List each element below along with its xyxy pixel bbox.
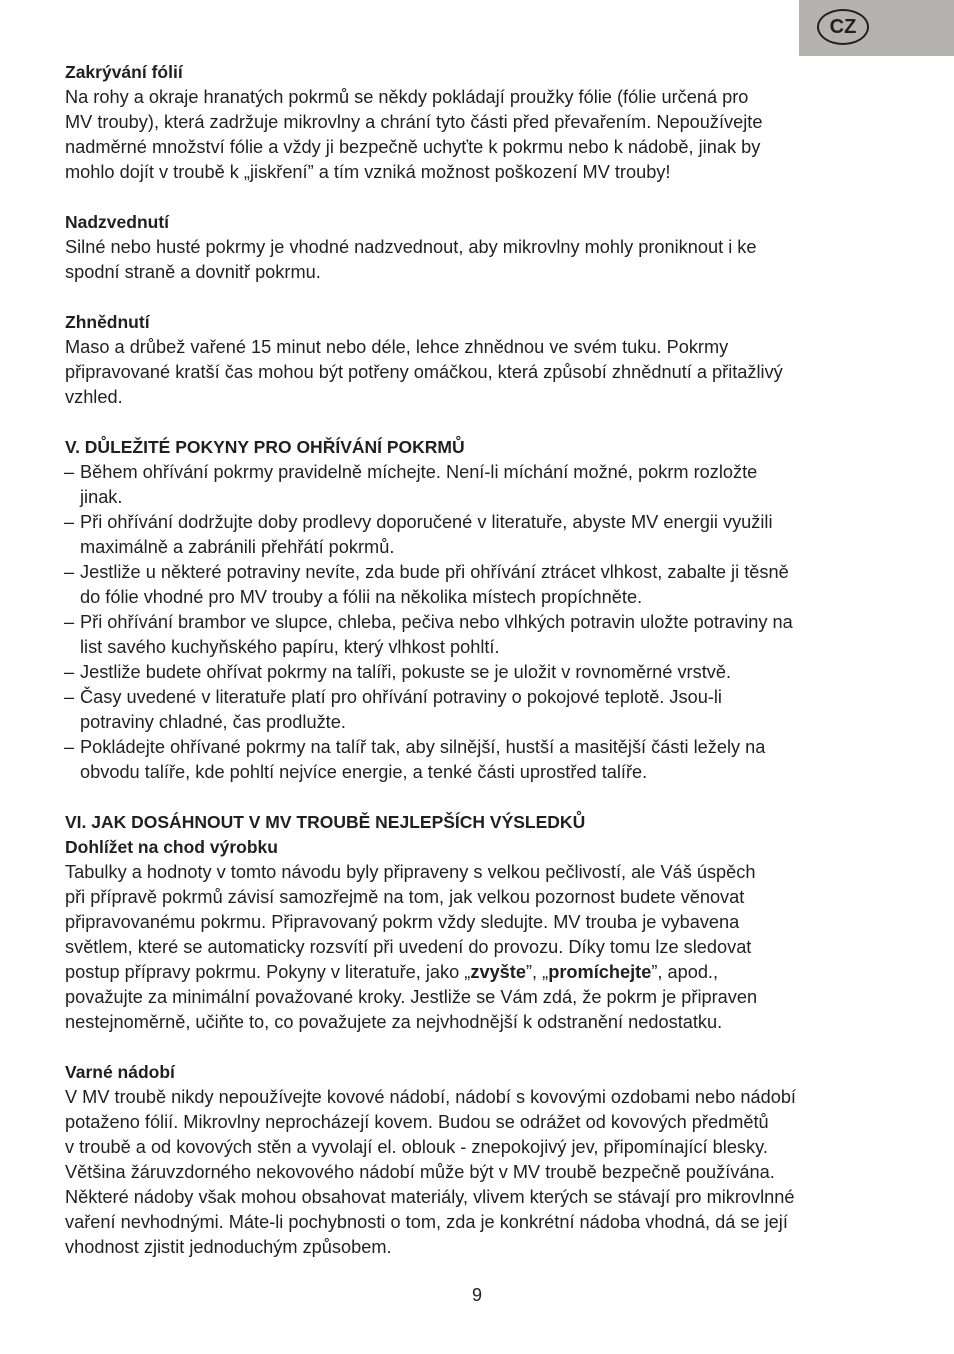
text-line: Silné nebo husté pokrmy je vhodné nadzvednout, aby mikrovlny mohly proniknout i ke <box>65 237 757 257</box>
text-line: mohlo dojít v troubě k „jiskření” a tím vzniká možnost poškození MV trouby! <box>65 162 671 182</box>
bullet-item <box>64 685 895 735</box>
text-run: ”, apod., <box>651 962 719 982</box>
bold-term-increase: zvyšte <box>470 962 526 982</box>
text-line: Tabulky a hodnoty v tomto návodu byly připraveny s velkou pečlivostí, ale Váš úspěch <box>65 862 756 882</box>
text-line: vhodnost zjistit jednoduchým způsobem. <box>65 1237 392 1257</box>
bullet-item <box>64 460 895 510</box>
language-tab <box>799 0 954 56</box>
text-line: považujte za minimální považované kroky. Jestliže se Vám zdá, že pokrm je připraven <box>65 987 758 1007</box>
section-heading-browning: Zhnědnutí <box>65 312 150 332</box>
text-line: Maso a drůbež vařené 15 minut nebo déle, lehce zhnědnou ve svém tuku. Pokrmy <box>65 337 729 357</box>
text-line: V MV troubě nikdy nepoužívejte kovové nádobí, nádobí s kovovými ozdobami nebo nádobí <box>65 1087 796 1107</box>
text-line: potraviny chladné, čas prodlužte. <box>80 712 346 732</box>
text-line: světlem, které se automaticky rozsvítí při uvedení do provozu. Díky tomu lze sledovat <box>65 937 752 957</box>
section-heading-reheating: V. DŮLEŽITÉ POKYNY PRO OHŘÍVÁNÍ POKRMŮ <box>65 437 465 457</box>
section-body-browning <box>65 335 895 410</box>
text-line: Pokládejte ohřívané pokrmy na talíř tak, aby silnější, hustší a masitější části ležely na <box>80 737 766 757</box>
text-line: vzhled. <box>65 387 123 407</box>
text-line: Většina žáruvzdorného nekovového nádobí může být v MV troubě bezpečně používána. <box>65 1162 775 1182</box>
text-line: MV trouby), která zadržuje mikrovlny a chrání tyto části před převařením. Nepoužívejte <box>65 112 763 132</box>
text-line-rich <box>65 960 895 985</box>
text-line: Při ohřívání dodržujte doby prodlevy doporučené v literatuře, abyste MV energii využili <box>80 512 773 532</box>
text-line: obvodu talíře, kde pohltí nejvíce energie, a tenké části uprostřed talíře. <box>80 762 648 782</box>
bold-term-stir: promíchejte <box>548 962 652 982</box>
text-line: při přípravě pokrmů závisí samozřejmě na tom, jak velkou pozornost budete věnovat <box>65 887 745 907</box>
text-line: Jestliže u některé potraviny nevíte, zda bude při ohřívání ztrácet vlhkost, zabalte ji těsně <box>80 562 789 582</box>
bullet-dash: – <box>64 462 75 482</box>
text-line: spodní straně a dovnitř pokrmu. <box>65 262 321 282</box>
bullet-item <box>64 660 895 685</box>
bullet-item <box>64 560 895 610</box>
text-line: Některé nádoby však mohou obsahovat materiály, vlivem kterých se stávají pro mikrovlnné <box>65 1187 795 1207</box>
bullet-item <box>64 610 895 660</box>
bullet-dash: – <box>64 512 75 532</box>
text-line: Jestliže budete ohřívat pokrmy na talíři, pokuste se je uložit v rovnoměrné vrstvě. <box>80 662 732 682</box>
text-line: nadměrné množství fólie a vždy ji bezpečně uchyťte k pokrmu nebo k nádobě, jinak by <box>65 137 761 157</box>
page-content <box>65 60 895 1260</box>
language-badge: CZ <box>817 9 869 45</box>
text-run: ”, „ <box>525 962 549 982</box>
text-line: nestejnoměrně, učiňte to, co považujete za nejvhodnější k odstranění nedostatku. <box>65 1012 723 1032</box>
bullet-dash: – <box>64 612 75 632</box>
text-line: jinak. <box>80 487 123 507</box>
section-body-best-results <box>65 860 895 1035</box>
section-heading-best-results: VI. JAK DOSÁHNOUT V MV TROUBĚ NEJLEPŠÍCH VÝSLEDKŮ <box>65 812 586 832</box>
text-line: potaženo fólií. Mikrovlny neprocházejí kovem. Budou se odrážet od kovových předmětů <box>65 1112 769 1132</box>
bullet-dash: – <box>64 687 75 707</box>
section-body-lifting <box>65 235 895 285</box>
section-heading-cookware: Varné nádobí <box>65 1062 175 1082</box>
subheading-supervise: Dohlížet na chod výrobku <box>65 837 278 857</box>
text-line: list savého kuchyňského papíru, který vlhkost pohltí. <box>80 637 500 657</box>
section-heading-lifting: Nadzvednutí <box>65 212 170 232</box>
text-line: v troubě a od kovových stěn a vyvolají el. oblouk - znepokojivý jev, připomínající blesky. <box>65 1137 768 1157</box>
text-line: připravovanému pokrmu. Připravovaný pokrm vždy sledujte. MV trouba je vybavena <box>65 912 740 932</box>
bullet-dash: – <box>64 737 75 757</box>
text-line: vaření nevhodnými. Máte-li pochybnosti o tom, zda je konkrétní nádoba vhodná, dá se její <box>65 1212 788 1232</box>
text-line: Během ohřívání pokrmy pravidelně míchejte. Není-li míchání možné, pokrm rozložte <box>80 462 758 482</box>
text-line: připravované kratší čas mohou být potřeny omáčkou, která způsobí zhnědnutí a přitažlivý <box>65 362 783 382</box>
bullet-item <box>64 510 895 560</box>
text-line: do fólie vhodné pro MV trouby a fólii na několika místech propíchněte. <box>80 587 643 607</box>
bullet-dash: – <box>64 562 75 582</box>
section-body-foil <box>65 85 895 185</box>
text-line: Při ohřívání brambor ve slupce, chleba, pečiva nebo vlhkých potravin uložte potraviny na <box>80 612 793 632</box>
bullet-dash: – <box>64 662 75 682</box>
text-line: Na rohy a okraje hranatých pokrmů se někdy pokládají proužky fólie (fólie určená pro <box>65 87 749 107</box>
text-run: postup přípravy pokrmu. Pokyny v literatuře, jako „ <box>65 962 471 982</box>
text-line: maximálně a zabránili přehřátí pokrmů. <box>80 537 395 557</box>
page-number: 9 <box>471 1285 482 1305</box>
section-heading-foil: Zakrývání fólií <box>65 62 183 82</box>
text-line: Časy uvedené v literatuře platí pro ohřívání potraviny o pokojové teplotě. Jsou-li <box>80 687 722 707</box>
bullet-item <box>64 735 895 785</box>
section-body-cookware <box>65 1085 895 1260</box>
reheating-bullet-list <box>64 460 895 785</box>
